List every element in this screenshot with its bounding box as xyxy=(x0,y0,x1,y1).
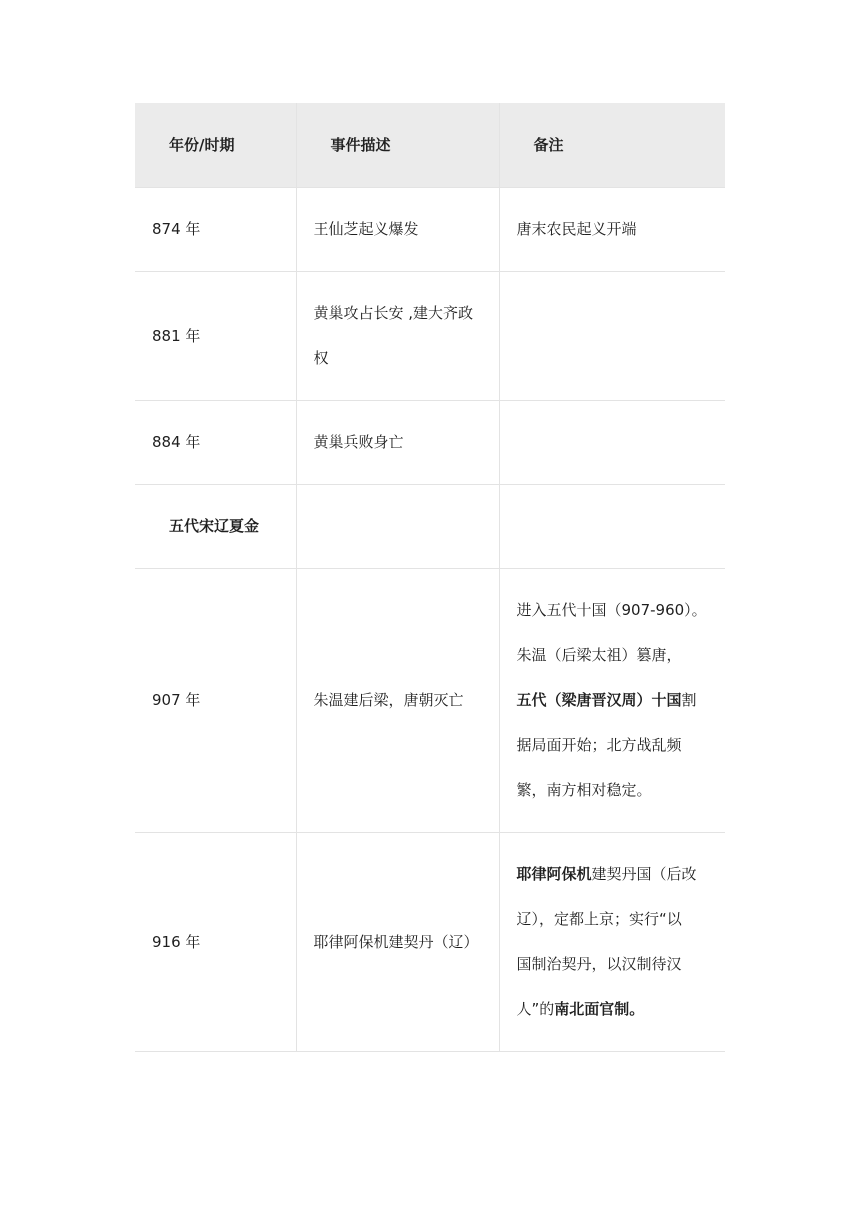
year-cell: 874 年 xyxy=(135,188,296,272)
year-cell: 907 年 xyxy=(135,569,296,833)
note-line xyxy=(517,678,712,723)
header-year: 年份/时期 xyxy=(135,103,296,188)
header-note: 备注 xyxy=(499,103,725,188)
note-line: 朱温（后梁太祖）篡唐， xyxy=(516,646,682,664)
table-row xyxy=(135,569,725,833)
section-row xyxy=(135,485,725,569)
note-line: 辽），定都上京；实行“以 xyxy=(516,910,682,928)
history-table xyxy=(135,103,725,1052)
table-row xyxy=(135,188,725,272)
note-line: 据局面开始；北方战乱频 xyxy=(516,736,682,754)
event-cell xyxy=(296,485,499,569)
note-cell xyxy=(499,485,725,569)
note-text: 人”的 xyxy=(516,1000,555,1018)
year-cell: 881 年 xyxy=(135,272,296,401)
event-line: 黄巢攻占长安 ,建大齐政 xyxy=(313,304,474,322)
event-cell xyxy=(296,272,499,401)
year-cell: 916 年 xyxy=(135,833,296,1052)
note-text: 建契丹国（后改 xyxy=(591,865,697,883)
note-line xyxy=(517,987,712,1032)
event-cell: 王仙芝起义爆发 xyxy=(296,188,499,272)
note-line: 国制治契丹，以汉制待汉 xyxy=(516,955,682,973)
header-event: 事件描述 xyxy=(296,103,499,188)
note-cell xyxy=(499,569,725,833)
note-line: 进入五代十国（907-960）。 xyxy=(516,601,707,619)
event-cell: 朱温建后梁，唐朝灭亡 xyxy=(296,569,499,833)
note-line: 繁，南方相对稳定。 xyxy=(516,781,652,799)
event-cell: 耶律阿保机建契丹（辽） xyxy=(296,833,499,1052)
note-cell xyxy=(499,833,725,1052)
note-cell xyxy=(499,272,725,401)
table-row xyxy=(135,272,725,401)
note-line xyxy=(517,852,712,897)
table-row xyxy=(135,833,725,1052)
table-row xyxy=(135,401,725,485)
event-cell: 黄巢兵败身亡 xyxy=(296,401,499,485)
table-header-row xyxy=(135,103,725,188)
note-bold-text: 五代（梁唐晋汉周）十国 xyxy=(516,691,682,709)
event-line: 权 xyxy=(313,349,329,367)
note-bold-text: 耶律阿保机 xyxy=(516,865,592,883)
note-bold-text: 南北面官制。 xyxy=(554,1000,645,1018)
section-label: 五代宋辽夏金 xyxy=(135,485,296,569)
note-cell: 唐末农民起义开端 xyxy=(499,188,725,272)
note-text: 割 xyxy=(681,691,697,709)
year-cell: 884 年 xyxy=(135,401,296,485)
note-cell xyxy=(499,401,725,485)
